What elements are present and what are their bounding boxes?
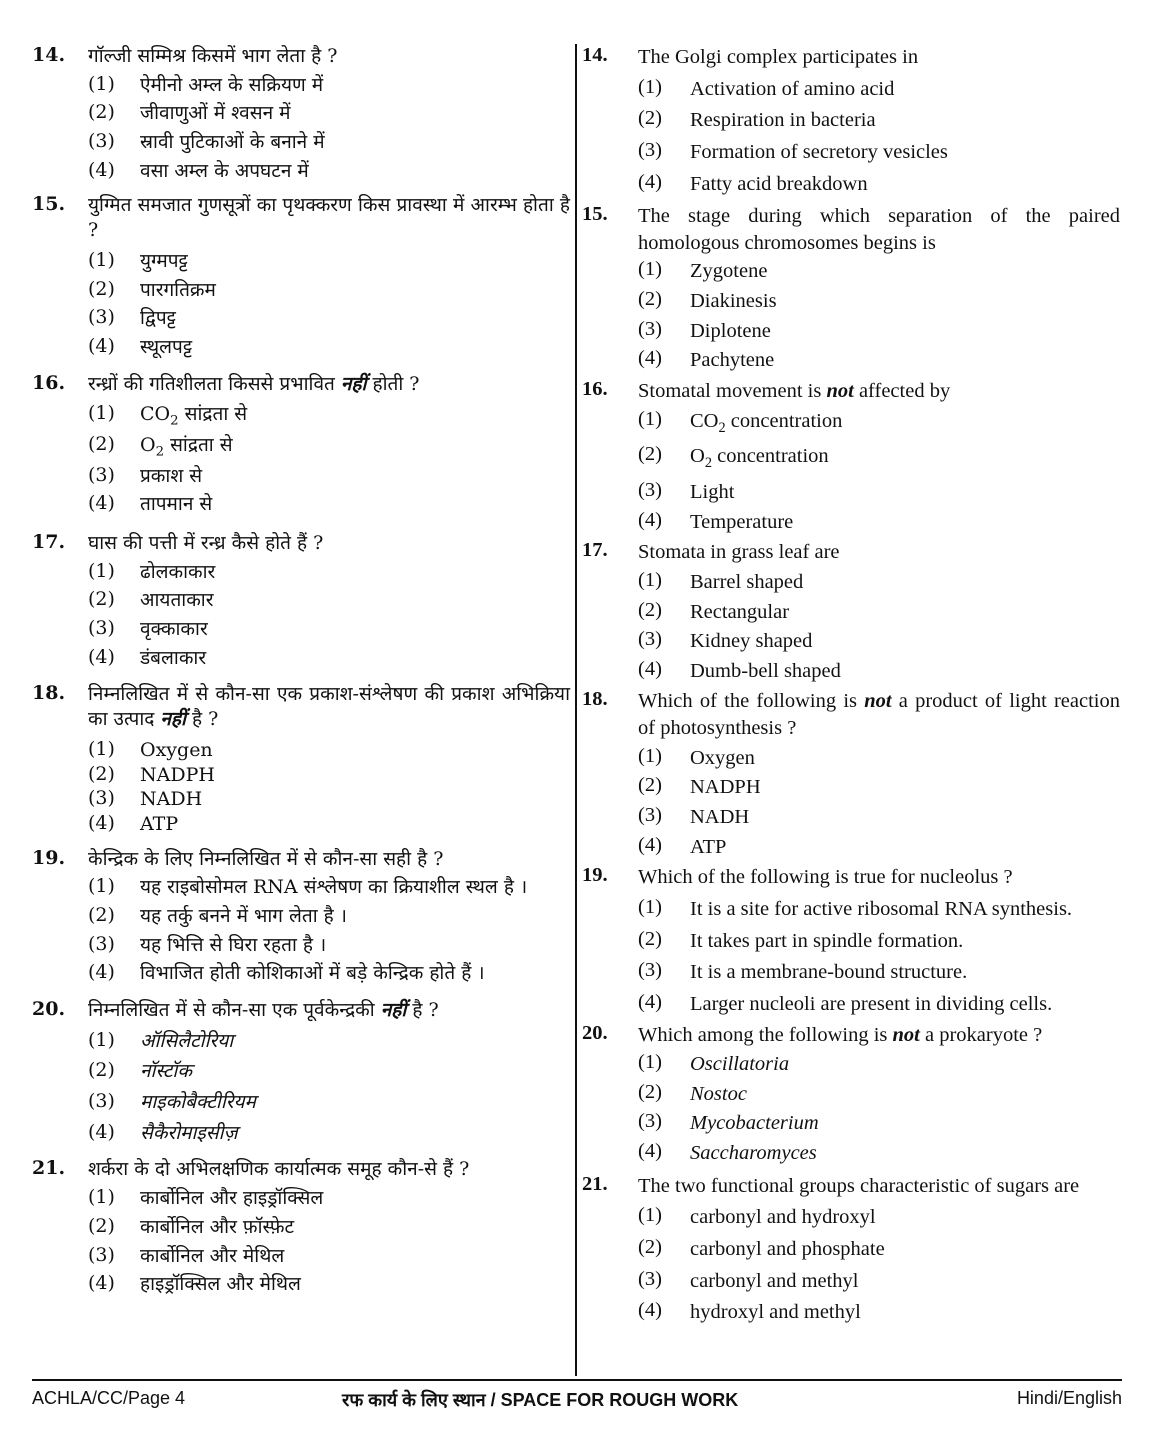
question-text: घास की पत्ती में रन्ध्र कैसे होते हैं ? [88, 532, 324, 554]
option-number: (4) [88, 961, 115, 984]
question-number: 18. [582, 688, 608, 711]
hindi-question-16 [32, 372, 570, 517]
option-number: (1) [88, 1186, 115, 1209]
option-number: (4) [88, 811, 115, 834]
question-number: 20. [32, 998, 66, 1020]
option-number: (3) [638, 959, 662, 982]
option-text: स्रावी पुटिकाओं के बनाने में [140, 131, 325, 154]
option-number: (2) [638, 927, 662, 950]
option-text: ऐमीनो अम्ल के सक्रियण में [140, 73, 324, 96]
emphasis-not: not [892, 1023, 920, 1046]
option-text: द्विपट्ट [140, 307, 176, 330]
option-text: Temperature [690, 510, 794, 533]
option-number: (1) [88, 402, 115, 425]
option-number: (3) [88, 130, 115, 153]
option-text: carbonyl and hydroxyl [690, 1206, 876, 1229]
option-text: विभाजित होती कोशिकाओं में बड़े केन्द्रिक होते हैं । [140, 962, 485, 985]
option-number: (4) [638, 1140, 662, 1163]
question-text: Which among the following is not a prokaryote ? [638, 1023, 1043, 1046]
option-number: (4) [88, 645, 115, 668]
option-text: $CO_2$ concentration [690, 409, 843, 436]
option-number: (4) [638, 657, 662, 680]
option-number: (3) [88, 306, 115, 329]
option-text: Barrel shaped [690, 570, 804, 593]
hindi-question-15 [32, 193, 570, 359]
english-question-17 [582, 539, 1120, 684]
question-number: 17. [32, 531, 66, 553]
option-number: (2) [638, 1235, 662, 1258]
emphasis-not: नहीं [160, 708, 186, 731]
hindi-question-17 [32, 531, 570, 670]
question-number: 19. [582, 864, 608, 887]
option-text: NADPH [140, 763, 215, 786]
option-number: (4) [638, 833, 662, 856]
option-number: (4) [88, 334, 115, 357]
option-text: Diplotene [690, 319, 771, 342]
option-number: (3) [638, 138, 662, 161]
option-text: कार्बोनिल और फ़ॉस्फ़ेट [140, 1215, 295, 1238]
option-number: (4) [638, 508, 662, 531]
question-number: 18. [32, 682, 66, 705]
option-number: (2) [638, 107, 662, 130]
option-text: It is a membrane-bound structure. [690, 961, 968, 984]
option-text: Pachytene [690, 349, 775, 372]
option-text: यह तर्कु बनने में भाग लेता है । [140, 904, 348, 927]
question-number: 15. [32, 193, 66, 216]
hindi-question-20 [32, 998, 570, 1145]
option-text: नॉस्टॉक [140, 1060, 192, 1083]
option-text: Rectangular [690, 600, 790, 623]
option-number: (3) [88, 1090, 115, 1113]
option-text: Formation of secretory vesicles [690, 140, 948, 163]
option-text: ढोलकाकार [140, 560, 216, 583]
option-number: (3) [88, 787, 115, 810]
option-number: (2) [638, 774, 662, 797]
option-text: Respiration in bacteria [690, 109, 876, 132]
hindi-question-14 [32, 44, 570, 183]
option-text: Diakinesis [690, 290, 777, 313]
option-text: यह राइबोसोमल RNA संश्लेषण का क्रियाशील स्थल है । [140, 876, 528, 899]
question-number: 15. [582, 203, 608, 226]
option-text: It takes part in spindle formation. [690, 929, 964, 952]
option-number: (1) [638, 75, 662, 98]
question-number: 19. [32, 846, 66, 869]
option-text: NADH [140, 788, 203, 811]
option-text: Activation of amino acid [690, 77, 895, 100]
option-text: वसा अम्ल के अपघटन में [140, 159, 309, 182]
question-text: निम्नलिखित में से कौन-सा एक प्रकाश-संश्लेषण की प्रकाश अभिक्रिया का उत्पाद नहीं है ? [88, 683, 570, 731]
option-number: (2) [638, 1080, 662, 1103]
option-number: (1) [638, 407, 662, 430]
option-text: कार्बोनिल और हाइड्रॉक्सिल [140, 1187, 324, 1210]
option-number: (2) [638, 443, 662, 466]
question-number: 20. [582, 1021, 608, 1044]
option-text: Fatty acid breakdown [690, 172, 868, 195]
question-number: 16. [582, 378, 608, 401]
option-text: $O_2$ सांद्रता से [140, 433, 233, 460]
option-number: (1) [638, 744, 662, 767]
option-text: $CO_2$ सांद्रता से [140, 403, 248, 429]
english-question-14 [582, 44, 1120, 197]
option-text: डंबलाकार [140, 646, 207, 669]
option-text: हाइड्रॉक्सिल और मेथिल [140, 1273, 301, 1296]
question-text: The Golgi complex participates in [638, 46, 919, 68]
option-text: माइकोबैक्टीरियम [140, 1091, 256, 1114]
option-text: carbonyl and methyl [690, 1269, 859, 1292]
option-number: (1) [88, 72, 115, 95]
option-text: सैकैरोमाइसीज़ [140, 1121, 238, 1144]
question-text: शर्करा के दो अभिलक्षणिक कार्यात्मक समूह कौन-से हैं ? [88, 1158, 470, 1181]
option-number: (2) [88, 762, 115, 785]
option-number: (1) [638, 1051, 662, 1074]
option-text: यह भित्ति से घिरा रहता है । [140, 933, 327, 956]
option-text: Oscillatoria [690, 1053, 790, 1076]
question-number: 21. [32, 1157, 66, 1180]
option-number: (1) [88, 1028, 115, 1051]
option-number: (2) [88, 588, 115, 611]
question-number: 17. [582, 539, 608, 562]
english-question-20 [582, 1022, 1120, 1167]
question-text: Stomata in grass leaf are [638, 541, 840, 564]
option-number: (4) [638, 347, 662, 370]
english-column [582, 44, 1120, 1326]
option-number: (4) [638, 1299, 662, 1322]
option-text: वृक्काकार [140, 618, 208, 641]
page-code: ACHLA/CC/Page 4 [32, 1388, 186, 1408]
option-text: hydroxyl and methyl [690, 1301, 861, 1324]
option-text: आयताकार [140, 589, 214, 612]
question-text: निम्नलिखित में से कौन-सा एक पूर्वकेन्द्रकी नहीं है ? [88, 999, 439, 1021]
option-number: (3) [638, 317, 662, 340]
footer-rule [32, 1379, 1122, 1381]
option-number: (1) [638, 568, 662, 591]
option-text: carbonyl and phosphate [690, 1237, 885, 1260]
question-text: केन्द्रिक के लिए निम्नलिखित में से कौन-सा सही है ? [88, 847, 444, 870]
option-number: (1) [638, 1204, 662, 1227]
option-text: Nostoc [690, 1082, 747, 1105]
option-text: Zygotene [690, 260, 768, 283]
option-number: (3) [88, 932, 115, 955]
option-text: Oxygen [690, 746, 755, 769]
option-number: (1) [88, 248, 115, 271]
option-text: ऑसिलैटोरिया [140, 1029, 234, 1052]
option-text: Mycobacterium [690, 1112, 819, 1135]
english-question-16 [582, 378, 1120, 535]
option-number: (2) [638, 288, 662, 311]
option-text: Larger nucleoli are present in dividing cells. [690, 992, 1053, 1015]
option-text: जीवाणुओं में श्वसन में [140, 102, 291, 125]
question-text: The stage during which separation of the paired homologous chromosomes begins is [638, 205, 1120, 254]
english-question-19 [582, 864, 1120, 1017]
english-question-18 [582, 688, 1120, 860]
option-number: (3) [638, 1267, 662, 1290]
option-number: (2) [638, 598, 662, 621]
column-divider [575, 44, 577, 1376]
question-number: 16. [32, 371, 66, 394]
emphasis-not: नहीं [340, 372, 367, 395]
option-number: (2) [88, 1214, 115, 1237]
option-number: (4) [638, 990, 662, 1013]
option-text: It is a site for active ribosomal RNA synthesis. [690, 897, 1073, 920]
page-footer [32, 1388, 1122, 1418]
option-number: (2) [88, 1059, 115, 1082]
option-number: (1) [88, 875, 115, 898]
question-text: Which of the following is not a product of light reaction of photosynthesis ? [638, 690, 1120, 740]
option-number: (4) [88, 1120, 115, 1143]
question-number: 14. [32, 44, 66, 66]
option-text: Saccharomyces [690, 1142, 817, 1165]
option-number: (4) [638, 170, 662, 193]
question-text: युग्मित समजात गुणसूत्रों का पृथक्करण किस प्रावस्था में आरम्भ होता है ? [88, 194, 570, 242]
option-number: (1) [88, 559, 115, 582]
emphasis-not: नहीं [380, 999, 407, 1021]
question-text: रन्ध्रों की गतिशीलता किससे प्रभावित नहीं होती ? [88, 372, 420, 395]
option-text: NADH [690, 806, 750, 829]
option-text: Light [690, 480, 735, 503]
english-question-15 [582, 203, 1120, 374]
option-text: Kidney shaped [690, 630, 813, 653]
rough-work-label: रफ कार्य के लिए स्थान / SPACE FOR ROUGH WORK [342, 1390, 739, 1410]
option-number: (2) [88, 432, 115, 455]
hindi-question-21 [32, 1157, 570, 1296]
hindi-column [32, 44, 570, 1297]
option-number: (3) [638, 804, 662, 827]
question-text: Which of the following is true for nucleolus ? [638, 866, 1013, 889]
option-number: (2) [88, 903, 115, 926]
option-text: तापमान से [140, 493, 213, 516]
option-text: NADPH [690, 776, 761, 799]
option-text: ATP [140, 812, 179, 835]
emphasis-not: not [864, 690, 892, 713]
option-text: $O_2$ concentration [690, 445, 829, 472]
question-text: The two functional groups characteristic of sugars are [638, 1174, 1080, 1197]
option-number: (3) [638, 628, 662, 651]
question-number: 21. [582, 1172, 608, 1195]
option-text: स्थूलपट्ट [140, 335, 193, 358]
option-number: (3) [88, 617, 115, 640]
option-number: (1) [88, 737, 115, 760]
option-number: (3) [638, 478, 662, 501]
language-label: Hindi/English [1016, 1388, 1122, 1408]
question-text: गॉल्जी सम्मिश्र किसमें भाग लेता है ? [88, 45, 338, 67]
option-text: युग्मपट्ट [140, 249, 188, 272]
option-number: (1) [638, 895, 662, 918]
option-number: (3) [88, 1243, 115, 1266]
question-text: Stomatal movement is not affected by [638, 380, 951, 403]
option-number: (4) [88, 158, 115, 181]
emphasis-not: not [826, 380, 854, 403]
option-text: पारगतिक्रम [140, 278, 216, 301]
option-number: (4) [88, 1272, 115, 1295]
option-text: ATP [690, 835, 727, 858]
option-number: (3) [88, 463, 115, 486]
option-number: (1) [638, 258, 662, 281]
option-number: (2) [88, 101, 115, 124]
question-number: 14. [582, 44, 608, 66]
option-number: (2) [88, 277, 115, 300]
option-text: प्रकाश से [140, 464, 203, 487]
english-question-21 [582, 1173, 1120, 1326]
option-text: Oxygen [140, 738, 213, 761]
hindi-question-19 [32, 847, 570, 986]
option-number: (4) [88, 492, 115, 515]
option-text: Dumb-bell shaped [690, 659, 841, 682]
option-number: (3) [638, 1110, 662, 1133]
hindi-question-18 [32, 682, 570, 836]
option-text: कार्बोनिल और मेथिल [140, 1244, 285, 1267]
